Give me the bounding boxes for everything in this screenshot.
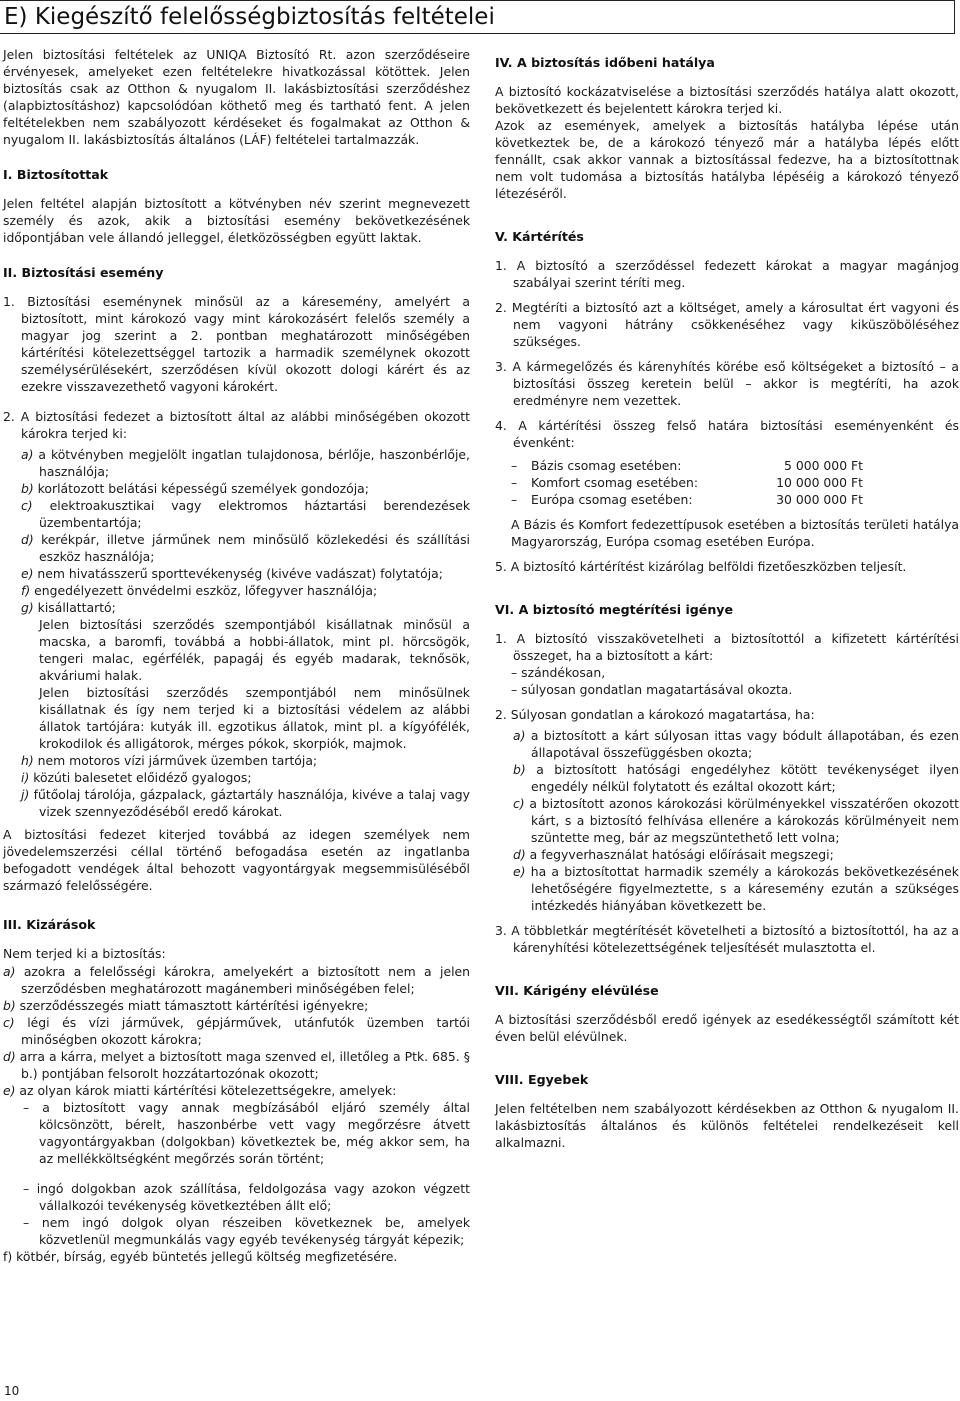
limitation-paragraph: A biztosítási szerződésből eredő igények az esedékességtől számított két éven belül elévülnek. [495,1012,959,1044]
dash-item: – nem ingó dolgok olyan részeiben következnek be, amelyek közvetlenül megmunkálás vagy egyéb tevékenység tárgyát képezik; [23,1215,470,1247]
list-item: h) nem motoros vízi járművek üzemben tartója; [21,753,318,768]
list-item: b) a biztosított hatósági engedélyhez kötött tevékenységet ilyen engedély nélkül folytatott és ezáltal okozott kárt; [513,762,959,794]
list-item: a) a kötvényben megjelölt ingatlan tulajdonosa, bérlője, haszonbérlője, használója; [21,447,470,479]
left-column [3,46,470,1265]
list-item: 2. Súlyosan gondatlan a károkozó magatartása, ha: [495,707,815,722]
section-title-limitation: VII. Kárigény elévülése [495,983,659,998]
exclusions-lead: Nem terjed ki a biztosítás: [3,946,166,961]
package-name: Európa csomag esetében: [531,492,693,507]
list-item: e) ha a biztosítottat harmadik személy a károkozás bekövetkezésének lehetőségére figyelmeztette, s a káresemény ezután a szükséges intézkedés hiányában következett be. [513,864,959,913]
list-item: a) a biztosított a kárt súlyosan ittas vagy bódult állapotában, és ezen állapotával összefüggésben okozta; [513,728,959,760]
section-title-other: VIII. Egyebek [495,1072,589,1087]
intro-paragraph: Jelen biztosítási feltételek az UNIQA Biztosító Rt. azon szerződéseire érvényesek, amelyeket ezen feltételekre hivatkozással kötöttek. Jelen biztosítás csak az Otthon & nyugalom II. lakásbiztosítási szerződéshez (alapbiztosításhoz) kapcsolódóan köthető meg és tartható fent. A jelen feltételekben nem szabályozott kérdéseket és fogalmakat az Otthon & nyugalom II. lakásbiztosítás általános (LÁF) feltételei tartalmazzák. [3,47,470,147]
small-animal-definition: Jelen biztosítási szerződés szempontjából kisállatnak minősül a macska, a baromfi, továbbá a hobbi-állatok, mint pl. hörcsögök, tengeri malac, egérfélék, papagáj és egyéb madarak, teknősök, akváriumi halak. [39,617,470,683]
list-item: d) arra a kárra, melyet a biztosított maga szenved el, illetőleg a Ptk. 685. § b.) pontjában felsorolt hozzátartozónak okozott; [3,1049,470,1081]
list-item: d) a fegyverhasználat hatósági előírásait megszegi; [513,847,834,862]
list-item: c) légi és vízi járművek, gépjárművek, utánfutók üzemben tartói minőségben okozott károkra; [3,1015,470,1047]
section-title-exclusions: III. Kizárások [3,917,96,932]
list-item: e) az olyan károk miatti kártérítési kötelezettségekre, amelyek: [3,1083,397,1098]
coverage-list [3,446,470,820]
small-animal-exclusion: Jelen biztosítási szerződés szempontjából nem minősülnek kisállatnak és így nem terjed ki a biztosítási védelem az alábbi állatok tartójára: kutyák ill. egzotikus állatok, mint pl. a kígyófélék, krokodilok és alligátorok, mérges pókok, skorpiók, majmok. [39,685,470,751]
exclusions-list [3,963,470,1265]
time-scope-paragraph-2: Azok az események, amelyek a biztosítás hatályba lépése után következtek be, de a károkozó tényező már a hatályba lépés előtt fennállt, csak akkor vannak a biztosítással fedezve, ha a biztosítottnak nem volt tudomása a biztosítás hatályba lépéséig a károkozó tényező létezéséről. [495,118,959,201]
dash-item: – ingó dolgokban azok szállítása, feldolgozása vagy azokon végzett vállalkozói tevékenység következtében állt elő; [23,1181,470,1213]
list-item: b) szerződésszegés miatt támasztott kártérítési igényekre; [3,998,369,1013]
list-item: 1. A biztosító visszakövetelheti a biztosítottól a kifizetett kártérítési összeget, ha a biztosított a kárt: [495,631,959,663]
list-item: 3. A kármegelőzés és kárenyhítés körébe eső költségeket a biztosító – a biztosítási összeg keretein belül – akkor is megtéríti, ha azok eredményre nem vezettek. [495,359,959,408]
list-item: f) engedélyezett önvédelmi eszköz, lőfegyver használója; [21,583,378,598]
dash-item: – súlyosan gondatlan magatartásával okozta. [511,682,793,697]
time-scope-paragraph-1: A biztosító kockázatviselése a biztosítási szerződés hatálya alatt okozott, bekövetkezett és bejelentett károkra terjed ki. [495,84,959,116]
package-name: Komfort csomag esetében: [531,475,699,490]
list-item: 1. A biztosító a szerződéssel fedezett károkat a magyar magánjog szabályai szerint téríti meg. [495,258,959,290]
list-item: j) fűtőolaj tárolója, gázpalack, gáztartály használója, kivéve a talaj vagy vizek szennyeződéséből eredő károkat. [21,787,470,819]
page-number: 10 [4,1384,20,1398]
package-amount: 5 000 000 Ft [784,458,863,473]
dash-item: – a biztosított vagy annak megbízásából eljáró személy által kölcsönzött, bérelt, haszonbérbe vett vagy megőrzésre átvett vagyontárgyakban (dolgokban) következtek be, még akkor sem, ha az mellékköltségként megőrzés során történt; [23,1100,470,1166]
list-item: 5. A biztosító kártérítést kizárólag belföldi fizetőeszközben teljesít. [495,559,907,574]
section-title-insurance-event: II. Biztosítási esemény [3,265,164,280]
list-item: i) közúti balesetet előidéző gyalogos; [21,770,252,785]
section-title-compensation: V. Kártérítés [495,229,584,244]
page-title: E) Kiegészítő felelősségbiztosítás feltételei [0,0,955,34]
event-paragraph-2: 2. A biztosítási fedezet a biztosított által az alábbi minőségében okozott károkra terjed ki: [3,409,470,441]
territory-paragraph: A Bázis és Komfort fedezettípusok esetében a biztosítás területi hatálya Magyarország, Európa csomag esetében Európa. [511,517,959,549]
insured-paragraph: Jelen feltétel alapján biztosított a kötvényben név szerint megnevezett személy és azok, akik a biztosítási esemény bekövetkezésének időpontjában vele állandó jelleggel, életközösségben együtt laktak. [3,196,470,245]
list-item: 3. A többletkár megtérítését követelheti a biztosító a biztosítottól, ha az a kárenyhítési kötelezettségének teljesítését mulasztotta el. [495,923,959,955]
list-item: c) a biztosított azonos károkozási körülményekkel visszatérően okozott kárt, s a biztosító felhívása ellenére a károkozás körülményeit nem szüntette meg, bár az megszüntethető lett volna; [513,796,959,845]
list-item: g) kisállattartó; [21,600,116,615]
list-item: a) azokra a felelősségi károkra, amelyekért a biztosított nem a jelen szerződésben meghatározott magánemberi minőségében felel; [3,964,470,996]
list-item: c) elektroakusztikai vagy elektromos háztartási berendezések üzembentartója; [21,498,470,530]
guest-liability-paragraph: A biztosítási fedezet kiterjed továbbá az idegen személyek nem jövedelemszerzési céllal történő befogadása esetén az ingatlanba befogadott vendégek által behozott vagyontárgyak megsemmisüléséből származó felelősségére. [3,827,470,893]
section-title-insured: I. Biztosítottak [3,167,109,182]
list-item: f) kötbér, bírság, egyéb büntetés jellegű költség megfizetésére. [3,1249,398,1264]
list-item: 4. A kártérítési összeg felső határa biztosítási eseményenként és évenként: [495,418,959,450]
dash-item: – szándékosan, [511,665,606,680]
package-amount: 10 000 000 Ft [776,475,863,490]
event-paragraph-1: 1. Biztosítási eseménynek minősül az a káresemény, amelyért a biztosított, mint károkozó vagy mint károkozásért felelős személy a magyar jog szerint a 2. pontban meghatározott minőségében kártérítési kötelezettséggel tartozik a harmadik személynek okozott személysérülésekért, szerződésen kívül okozott dologi kárért és az ezekre visszavezethető vagyoni károkért. [3,294,470,394]
other-paragraph: Jelen feltételben nem szabályozott kérdésekben az Otthon & nyugalom II. lakásbiztosítás általános és különös feltételei rendelkezéseit kell alkalmazni. [495,1101,959,1150]
section-title-recourse: VI. A biztosító megtérítési igénye [495,602,734,617]
right-column [495,54,959,1164]
package-name: Bázis csomag esetében: [531,458,682,473]
package-amount: 30 000 000 Ft [776,492,863,507]
list-item: b) korlátozott belátási képességű személyek gondozója; [21,481,369,496]
list-item: 2. Megtéríti a biztosító azt a költséget, amely a károsultat ért vagyoni és nem vagyoni hátrány csökkenéséhez vagy kiküszöböléséhez szükséges. [495,300,959,349]
gross-negligence-list [495,727,959,914]
package-limits-table: – Bázis csomag esetében: 5 000 000 Ft – Komfort csomag esetében: 10 000 000 Ft – Európa csomag esetében: 30 000 000 Ft [511,458,863,507]
list-item: d) kerékpár, illetve járműnek nem minősülő közlekedési és szállítási eszköz használója; [21,532,470,564]
list-item: e) nem hivatásszerű sporttevékenység (kivéve vadászat) folytatója; [21,566,443,581]
section-title-time-scope: IV. A biztosítás időbeni hatálya [495,55,715,70]
